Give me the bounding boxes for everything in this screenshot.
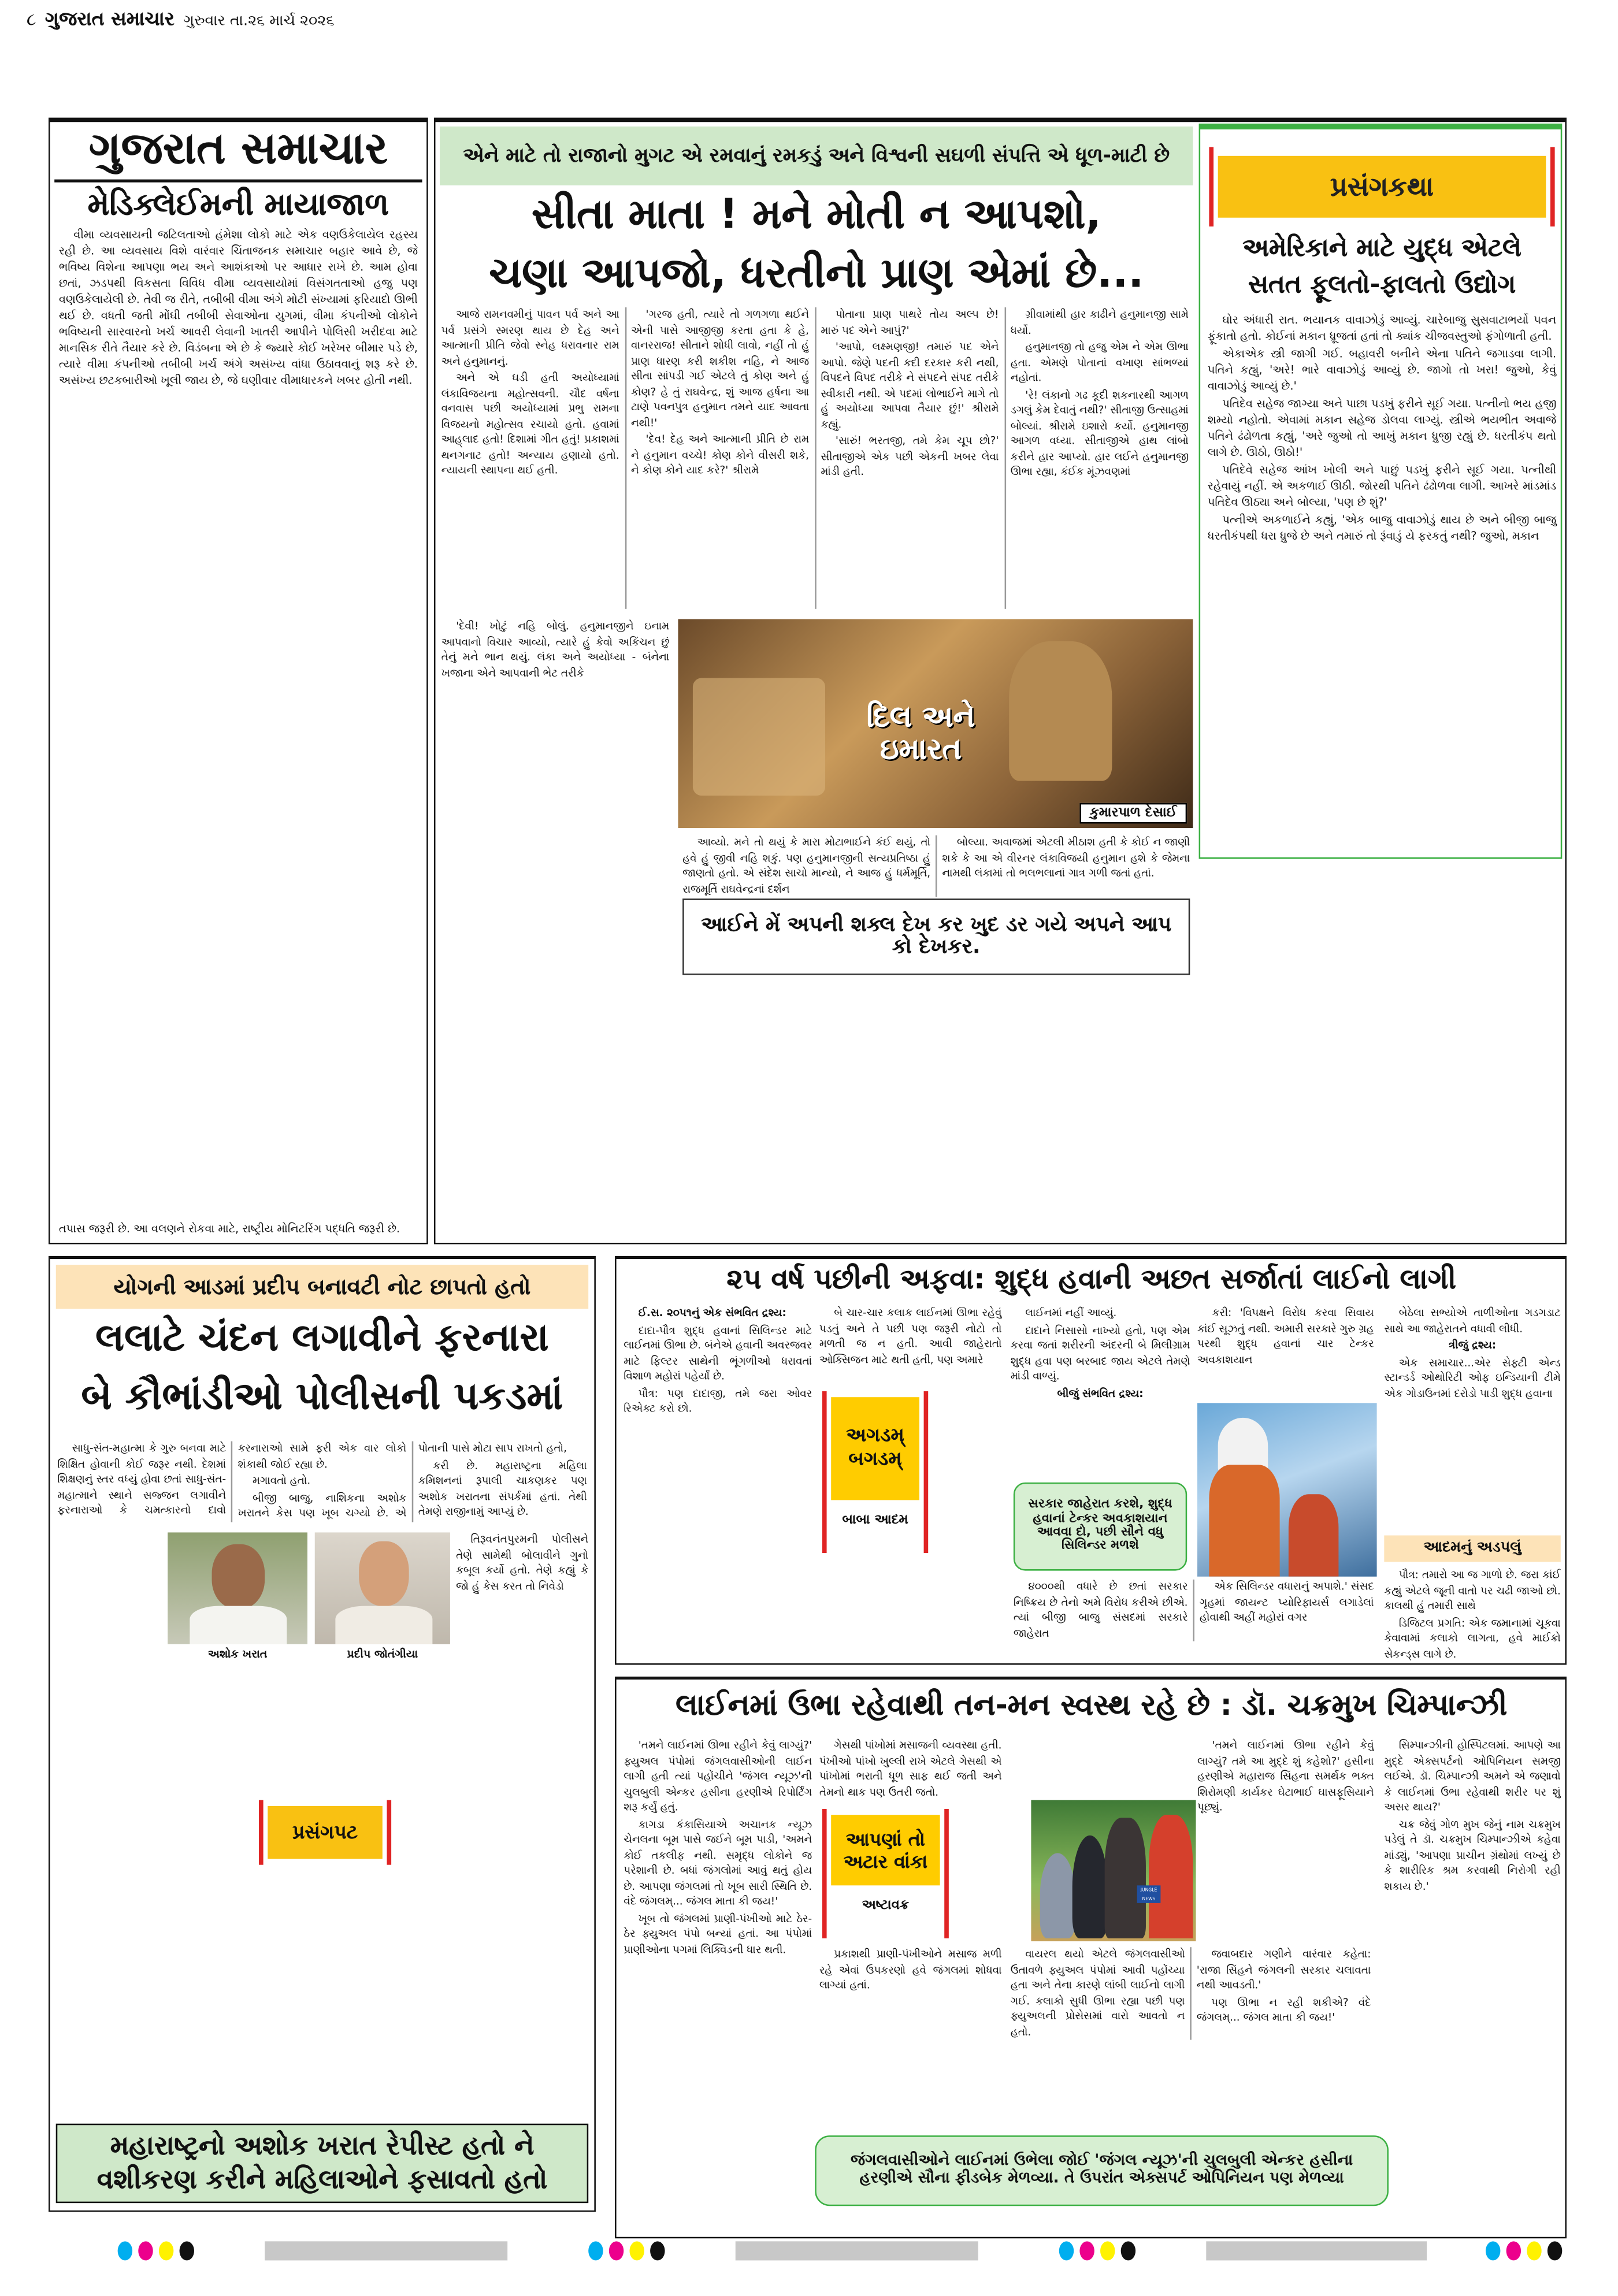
masthead: ગુજરાત સમાચાર (54, 122, 422, 182)
registration-dots (118, 2241, 194, 2260)
paragraph: ડિજિટલ પ્રગતિ: એક જમાનામાં ચૂકવા કેવાવામાં કલાકો લાગતા, હવે માઈક્રો સેકન્ડ્સ લાગે છે. (1384, 1615, 1561, 1660)
paragraph: બે ચાર-ચાર કલાક લાઈનમાં ઊભા રહેવું પડતું અને તે પછી પણ જરૂરી નોટો તો મળતી જ ન હતી. આવી જાહેરાતો ઓક્સિજન માટે થતી હતી, પણ અમારે (819, 1306, 1002, 1366)
prasangkatha-body (1208, 312, 1556, 546)
mic-label: JUNGLE NEWS (1137, 1885, 1161, 1903)
paragraph: પત્નીએ અકળાઈને કહ્યું, 'એક બાજુ વાવાઝોડું થાય છે અને બીજી બાજુ ધરતીકંપથી ધરા ધ્રુજે છે અને તમારું તો રૂંવાડું યે ફરકતું નથી? જુઓ, મકાન (1207, 513, 1557, 543)
paragraph: આજે રામનવમીનું પાવન પર્વ અને આ પર્વ પ્રસંગે સ્મરણ થાય છે દેહ અને આત્માની પ્રીતિ જેવો સ્નેહ ધરાવનાર રામ અને હનુમાનનું. (441, 307, 619, 367)
paragraph: ઘોર અંધારી રાત. ભયાનક વાવાઝોડું આવ્યું. ચારેબાજુ સુસવાટાભર્યો પવન ફૂંકાતો હતો. કોઈનાં મકાન ધ્રૂજતાં હતાં તો ક્યાંક ચીજવસ્તુઓ ફંગોળાતી હતી. (1207, 313, 1557, 343)
rumor-col-4 (1197, 1306, 1374, 1369)
paragraph: વીમા વ્યવસાયની જટિલતાઓ હંમેશા લોકો માટે એક વણઉકેલાયેલ રહસ્ય રહી છે. આ વ્યવસાય વિશે વારંવાર ચિંતાજનક સમાચાર બહાર આવે છે, જે ભવિષ્ય વિશેના આપણા ભય અને આશંકાઓ પર આધાર રાખે છે. આમ હોવા છતાં, ઝડપથી વિકસતા વિવિધ વીમા વ્યવસાયોમાં વિસંગતતાઓ હજુ પણ વણઉકેલાયેલી છે. તેવી જ રીતે, તબીબી વીમા અંગે મોટી સંખ્યામાં ફરિયાદો ઊભી થઈ છે. વધતી જતી મોંઘી તબીબી સેવાઓના યુગમાં, વીમા કંપનીઓ લોકોને ભવિષ્યની સારવારનો ખર્ચ આવરી લેવાની ખાતરી આપીને પોલિસી ખરીદવા માટે માનસિક રીતે તૈયાર કરે છે. વિડંબના એ છે કે જ્યારે કોઈ ખરેખર બીમાર પડે છે, ત્યારે વીમા કંપનીઓ તબીબી ખર્ચ અંગે અસંખ્ય વાંધા ઉઠાવવાનું શરૂ કરે છે. અસંખ્ય છટકબારીઓ ખૂલી જાય છે, જે ઘણીવાર વીમાધારકને ખબર હોતી નથી. (58, 228, 418, 387)
gray-bar (265, 2241, 507, 2260)
rumor-col-5 (1384, 1306, 1560, 1403)
buffalo (1105, 1818, 1146, 1938)
pradeep-body-side (456, 1532, 588, 1595)
line-col-4 (1197, 1738, 1374, 1817)
cyan-dot (1486, 2241, 1500, 2260)
line-col-1 (624, 1738, 812, 1959)
sita-body-mid (682, 835, 1190, 897)
paragraph: બેઠેલા સભ્યોએ તાળીઓના ગડગડાટ સાથે આ જાહેરાતને વધાવી લીધી. (1384, 1306, 1561, 1335)
paragraph: વાયરલ થયો એટલે જંગલવાસીઓ ઉતાવળે ફ્યુઅલ પંપોમાં આવી પહોંચ્યા હતા અને તેના કારણે લાંબી લાઈનો લાગી ગઈ. કલાકો સુધી ઊભા રહ્યા પછી પણ ફ્યુઅલની પ્રોસેસમાં વારો આવતો ન હતો. (1010, 1947, 1185, 2038)
page-number: ૮ (26, 9, 36, 29)
prasangkatha-headline-2: સતત ફૂલતો-ફાલતો ઉદ્યોગ (1248, 270, 1516, 300)
deer-anchor (1149, 1815, 1193, 1938)
sita-body-left (441, 619, 670, 1244)
paragraph: કાગડા કંકાસિયાએ અચાનક ન્યૂઝ ચેનલના બૂમ પાસે જઈને બૂમ પાડી, 'અમને કોઈ તકલીફ નથી. સમૃદ્ધ લોકોને જ પરેશાની છે. બધાં જંગલોમાં આવું થતું હોય છે. આપણા જંગલમાં તો ખૂબ સારી સ્થિતિ છે. વંદે જંગલમ્... જંગલ માતા કી જય!' (624, 1816, 812, 1908)
paragraph: એક સિલિન્ડર વધારાનું અપાશે.' સંસદ ગૃહમાં જાયન્ટ પ્યોરિફાયર્સ લગાડેલાં હોવાથી અહીં મહોરાં વગર (1199, 1579, 1374, 1624)
paragraph: બીજી બાજુ, નાશિકના અશોક ખરાતને કેસ પણ ખૂબ ચગ્યો છે. એ પોતાની પાસે મોટા સાપ રાખતો હતો, (237, 1441, 567, 1519)
paragraph: 'તમને લાઈનમાં ઊભા રહીને કેવું લાગ્યું? તમે આ મુદ્દે શું કહેશો?' હસીના હરણીએ મહારાજ સિંહના સમર્થક ભક્ત શિરોમણી કાર્યકર ઘેટાભાઈ ઘાસફૂસિયાને પૂછ્યું. (1197, 1738, 1374, 1814)
jungle-animals-illustration (1031, 1800, 1196, 1941)
paragraph: કરી: 'વિપક્ષને વિરોધ કરવા સિવાય કાંઈ સૂઝતું નથી. અમારી સરકારે ગુરુ ગ્રહ પરથી શુદ્ધ હવાનાં ચાર ટેન્કર અવકાશયાન (1197, 1306, 1374, 1366)
paragraph: ગ્રીવામાંથી હાર કાઢીને હનુમાનજી સામે ધર્યો. (1010, 307, 1189, 336)
paragraph: પૌત્ર: પણ દાદાજી, તમે જરા ઓવર રિએક્ટ કરો છો. (624, 1386, 812, 1415)
paragraph: અને એ ઘડી હતી અયોધ્યામાં લંકાવિજયના મહોત્સવની. ચૌદ વર્ષના વનવાસ પછી અયોધ્યામાં પ્રભુ રામના વિજયનો મહોત્સવ રચાયો હતો. હવામાં આહ્‌લાદ હતો! દિશામાં ગીત હતું! પ્રકાશમાં થનગનાટ હતો! અન્યાય હણાયો હતો. ન્યાયની સ્થાપના થઈ હતી. (441, 370, 619, 477)
paragraph: લાઈનમાં નહીં આવ્યું. (1025, 1306, 1117, 1320)
apna-to-atar-vanka-tag: આપણાં તો અટાર વાંકા (831, 1815, 940, 1885)
column-title: દિલ અને ઇમારત (866, 699, 975, 767)
rumor-headline: ૨૫ વર્ષ પછીની અફવા: શુદ્ધ હવાની અછત સર્જાતાં લાઈનો લાગી (726, 1263, 1457, 1296)
column-author: કુમારપાળ દેસાઈ (1079, 803, 1187, 824)
line-col-2b (819, 1947, 1002, 1995)
hanuman-illustration (678, 619, 1193, 828)
prasangkatha-article (1199, 124, 1563, 859)
black-dot (1548, 2241, 1562, 2260)
paragraph: દાદાને નિસાસો નાખ્યો હતો, પણ એમ કરવા જતાં શરીરની અંદરની બે મિલીગ્રામ શુદ્ધ હવા પણ બરબાદ જાય એટલે તેમણે માંડી વાળ્યું. (1010, 1322, 1190, 1383)
prasangkatha-headline-1: અમેરિકાને માટે યુદ્ધ એટલે (1242, 233, 1521, 263)
illustration-panel (693, 678, 825, 796)
registration-dots (588, 2241, 665, 2260)
paragraph: 'રે! લંકાનો ગઢ કૂદી શકનારથી આગળ ડગલું કેમ દેવાતું નથી?' સીતાજી ઉત્સાહમાં બોલ્યાં. શ્રીરામે ઇશારો કર્યો. હનુમાનજી આગળ વધ્યા. સીતાજીએ હાથ લાંબો કરીને હાર આપ્યો. હાર લઈને હનુમાનજી ઊભા રહ્યા, કંઈક મૂંઝવણમાં (1010, 387, 1189, 478)
line-body-mid (1011, 1947, 1371, 2039)
paragraph: 'સારું! ભરતજી, તમે કેમ ચૂપ છો?' સીતાજીએ એક પછી એકની ખબર લેવા માંડી હતી. (821, 433, 999, 478)
paragraph: તિરૂવનંતપુરમની પોલીસને તેણે સામેથી બોલાવીને ગુનો કબૂલ કર્યો હતો. તેણે કહ્યું કે જો હું કેસ કરત તો નિવેડો (456, 1532, 589, 1592)
sita-body-top (441, 307, 1189, 609)
cyan-dot (118, 2241, 132, 2260)
paragraph: જવાબદાર ગણીને વારંવાર કહેતા: 'રાજા સિંહને જંગલની સરકાર ચલાવતા નથી આવડતી.' (1196, 1947, 1371, 1992)
paragraph: બીજું સંભવિત દ્રશ્ય: (1057, 1386, 1144, 1400)
rumor-article (615, 1256, 1567, 1665)
paragraph: એક સમાચાર...એર સેફ્ટી એન્ડ સ્ટાન્ડર્ડ ઓથોરિટી ઓફ ઇન્ડિયાની ટીમે એક ગોડાઉનમાં દરોડો પાડી શુદ્ધ હવાના (1384, 1355, 1561, 1400)
oxygen-mask-illustration (1197, 1403, 1377, 1576)
old-man (1209, 1465, 1279, 1576)
paragraph: 'તમને લાઈનમાં ઊભા રહીને કેવું લાગ્યું?' ફ્યુઅલ પંપોમાં જંગલવાસીઓની લાઈન લાગી હતી ત્યાં પહોંચીને 'જંગલ ન્યૂઝ'ની ચુલબુલી એન્કર હસીના હરણીએ રિપોર્ટિંગ શરૂ કર્યું હતું. (624, 1738, 812, 1814)
paragraph: સાધુ-સંત-મહાત્મા કે ગુરુ બનવા માટે શિક્ષિત હોવાની કોઈ જરૂર નથી. દેશમાં શિક્ષણનું સ્તર વધ્યું હોવા છતાં સાધુ-સંત-મહાત્માને સ્થાને સજ્જન લગાવીને ફરનારાઓ કે ચમત્કારનો દાવો કરનારાઓ સામે ફરી એક વાર લોકો શંકાથી જોઈ રહ્યા છે. (57, 1441, 407, 1517)
shirt (335, 1606, 432, 1644)
sita-headline-1: સીતા માતા ! મને મોતી ન આપશો, (531, 190, 1101, 239)
paragraph: 'દેવી! ખોટું નહિ બોલું. હનુમાનજીને ઇનામ આપવાનો વિચાર આવ્યો, ત્યારે હું કેવો અકિંચન છું તેનું મને ભાન થયું. લંકા અને અયોધ્યા - બંનેના ખજાના એને આપવાની ભેટ તરીકે (441, 619, 670, 679)
crow (1073, 1836, 1108, 1938)
line-headline: લાઈનમાં ઉભા રહેવાથી તન-મન સ્વસ્થ રહે છે : ડૉ. ચક્રમુખ ચિમ્પાન્ઝી (676, 1686, 1508, 1722)
paragraph: 'આપો, લક્ષ્મણજી! તમારું પદ એને આપો. જેણે પદની કદી દરકાર કરી નથી, વિપદને વિપદ તરીકે ને સંપદને સંપદ તરીકે સ્વીકારી નથી. એ પદમાં લોભાઈને માગે તો હું અયોધ્યા આપવા તૈયાર છું!' શ્રીરામે કહ્યું. (821, 340, 999, 430)
pradeep-photo (315, 1532, 450, 1644)
photo-caption: અશોક ખરાત (207, 1647, 268, 1660)
face (212, 1544, 265, 1609)
registration-dots (1059, 2241, 1135, 2260)
magenta-dot (1079, 2241, 1094, 2260)
line-article (615, 1677, 1567, 2238)
pradeep-kicker: યોગની આડમાં પ્રદીપ બનાવટી નોટ છાપતો હતો (56, 1265, 588, 1309)
paragraph: બોલ્યા. અવાજમાં એટલી મીઠાશ હતી કે કોઈ ન જાણી શકે કે આ એ વીરનર લંકાવિજયી હનુમાન હશે કે જેમના નામથી લંકામાં તો ભલભલાનાં ગાત્ર ગળી જતાં હતાં. (942, 835, 1190, 880)
yellow-dot (629, 2241, 644, 2260)
issue-date: ગુરુવાર તા.૨૬ માર્ચ ૨૦૨૬ (183, 13, 335, 29)
paragraph: ૪૦૦૦થી વધારે છે છતાં સરકાર નિષ્ક્રિય છે તેનો અમે વિરોધ કરીએ છીએ. ત્યાં બીજી બાજુ સંસદમાં સરકારે જાહેરાત (1013, 1579, 1188, 1639)
line-col-2 (819, 1738, 1002, 1801)
sita-kicker: એને માટે તો રાજાનો મુગટ એ રમવાનું રમકડું અને વિશ્વની સઘળી સંપત્તિ એ ધૂળ-માટી છે (440, 127, 1193, 185)
hanuman-face (1009, 641, 1112, 781)
paragraph: પણ ઊભા ન રહી શકીએ? વંદે જંગલમ્... જંગલ માતા કી જય!' (1196, 1994, 1371, 2024)
pradeep-article (49, 1256, 596, 2212)
paragraph: ઈ.સ. ૨૦૫૧નું એક સંભવિત દ્રશ્ય: (638, 1306, 786, 1320)
paragraph: પૌત્ર: તમારો આ જ ગાળો છે. જરા કાંઈ કહ્યું એટલે જૂની વાતો પર ચઢી જાઓ છો. કાલથી હું તમારી સાથે (1384, 1567, 1561, 1612)
paragraph: સિમ્પાન્ઝીની હોસ્પિટલમાં. આપણે આ મુદ્દે એક્સપર્ટનો ઓપિનિયન સમજી લઈએ. ડૉ. ચિમ્પાન્ઝી અમને એ જણાવો કે લાઈનમાં ઉભા રહેવાથી શરીર પર શું અસર થાય?' (1384, 1738, 1561, 1814)
mediclaim-body (50, 226, 427, 388)
yellow-dot (1100, 2241, 1115, 2260)
paragraph: 'ગરજ હતી, ત્યારે તો ગળગળા થઈને એની પાસે આજીજી કરતા હતા કે હે, વાનરરાજ! સીતાને શોધી લાવો, નહીં તો હું પ્રાણ ધારણ કરી શકીશ નહિ, ને આજ સીતા સાંપડી ગઈ એટલે તું કોણ અને હું કોણ? હે તું રાઘવેન્દ્ર, શું આજ હર્ષના આ ટાણે પવનપુત્ર હનુમાન તમને યાદ આવતા નથી!' (631, 307, 810, 429)
boy (1289, 1494, 1339, 1577)
sita-headline-2: ચણા આપજો, ધરતીનો પ્રાણ એમાં છે... (489, 248, 1144, 298)
rumor-body-bottom (1014, 1580, 1374, 1641)
paragraph: પતિદેવે સહેજ આંખ ખોલી અને પાછું પડખું ફરીને સૂઈ ગયા. પત્નીથી રહેવાયું નહીં. એ અકળાઈ ઊઠી. જોરથી પતિને ઢંઢોળવા લાગી. આખરે માંડમાંડ પતિદેવ ઊઠ્યા અને બોલ્યા, 'પણ છે શું?' (1207, 463, 1557, 509)
pradeep-body-top (57, 1441, 587, 1522)
adam-tag: આદમનું અડપલું (1384, 1536, 1560, 1562)
paragraph: મગાવતો હતો. (252, 1473, 311, 1487)
paragraph: ત્રીજું દ્રશ્ય: (1448, 1338, 1497, 1352)
black-dot (650, 2241, 665, 2260)
column-author: અષ્ટાવક્ર (862, 1899, 910, 1914)
magenta-dot (609, 2241, 624, 2260)
line-col-5 (1384, 1738, 1560, 1896)
mediclaim-title: મેડિક્લેઈમની માયાજાળ (87, 187, 389, 222)
paragraph: આવ્યો. મને તો થયું કે મારા મોટાભાઈને કંઈ થયું, તો હવે હું જીવી નહિ શકું. પણ હનુમાનજીની સત્યપ્રતિષ્ઠા હું જાણતો હતો. એ સંદેશ સાચો માન્યો, ને આજ હું ધર્મમૂર્તિ, રાજમૂર્તિ રાઘવેન્દ્રનાં દર્શન (682, 835, 931, 895)
line-callout: જંગલવાસીઓને લાઈનમાં ઉભેલા જોઈ 'જંગલ ન્યૂઝ'ની ચુલબુલી એન્કર હસીના હરણીએ સૌના ફીડબેક મેળવ્યા. તે ઉપરાંત એક્સપર્ટ ઓપિનિયન પણ મેળવ્યા (815, 2135, 1389, 2206)
paragraph: ખૂબ તો જંગલમાં પ્રાણી-પંખીઓ માટે ઠેર-ઠેર ફ્યુઅલ પંપો બન્યાં હતાં. આ પંપોમાં પ્રાણીઓના પગમાં લિક્વિડની ધાર થતી. (624, 1911, 812, 1956)
paragraph: પ્રકાશથી પ્રાણી-પંખીઓને મસાજ મળી રહે એવાં ઉપકરણો હવે જંગલમાં શોધવા લાગ્યાં હતાં. (819, 1947, 1002, 1992)
gray-bar (1206, 2241, 1427, 2260)
pradeep-headline-2: બે કૌભાંડીઓ પોલીસની પકડમાં (81, 1375, 563, 1420)
yellow-dot (1527, 2241, 1541, 2260)
rumor-col-1 (624, 1306, 812, 1418)
paragraph: કરી છે. મહારાષ્ટ્રના મહિલા કમિશનનાં રૂપાલી ચાકણકર પણ અશોક ખરાતના સંપર્કમાં હતાં. તેથી તેમણે રાજીનામું આપ્યું છે. (418, 1458, 587, 1518)
paragraph: ચક્ર જેવું ગોળ મુખ જેનું નામ ચક્રમુખ પડેલું તે ડૉ. ચક્રમુખ ચિમ્પાન્ઝીએ કહેવા માંડ્યું, 'આપણા પ્રાચીન ગ્રંથોમાં લખ્યું છે કે શારીરિક શ્રમ કરવાથી નિરોગી રહી શકાય છે.' (1384, 1816, 1561, 1892)
paragraph: ગેસથી પાંખોમાં મસાજની વ્યવસ્થા હતી. પંખીઓ પાંખો ખુલ્લી રાખે એટલે ગેસથી એ પાંખોમાં ભરાતી ધૂળ સાફ થઈ જતી અને તેમનો થાક પણ ઉતરી જતો. (819, 1738, 1002, 1798)
rumor-col-5b (1384, 1568, 1560, 1663)
paragraph: 'દેવ! દેહ અને આત્માની પ્રીતિ છે રામ ને હનુમાન વચ્ચે! કોણ કોને વીસરી શકે, ને કોણ કોને યાદ કરે?' શ્રીરામે (631, 432, 810, 477)
paragraph: હનુમાનજી તો હજુ એમ ને એમ ઊભા હતા. એમણે પોતાનાં વખાણ સાંભળ્યાં નહોતાં. (1010, 340, 1189, 384)
bottom-headline-1: મહારાષ્ટ્રનો અશોક ખરાત રેપીસ્ટ હતો ને (110, 2131, 535, 2162)
shirt (190, 1606, 287, 1644)
rumor-callout: સરકાર જાહેરાત કરશે, શુદ્ધ હવાનાં ટેન્કર અવકાશયાન આવવા દો, પછી સૌને વધુ સિલિન્ડર મળશે (1014, 1483, 1187, 1571)
rumor-col-2 (819, 1306, 1002, 1369)
photo-caption: પ્રદીપ જોતંગીયા (347, 1647, 418, 1660)
registration-dots (1486, 2241, 1562, 2260)
mediclaim-article (49, 118, 428, 1244)
bottom-headline-box (56, 2124, 588, 2203)
face (359, 1541, 409, 1606)
black-dot (180, 2241, 194, 2260)
cyan-dot (1059, 2241, 1074, 2260)
magenta-dot (138, 2241, 153, 2260)
pigeon (1040, 1853, 1075, 1938)
paragraph: દાદા-પૌત્ર શુદ્ધ હવાનાં સિલિન્ડર માટે લાઈનમાં ઊભા છે. બંનેએ હવાની અવરજવર માટે ફિલ્ટર સાથેની ભૂંગળીઓ ધરાવતાં વિશાળ મહોરાં પહેર્યાં છે. (624, 1322, 812, 1383)
magenta-dot (1506, 2241, 1521, 2260)
black-dot (1121, 2241, 1135, 2260)
paragraph: પોતાના પ્રાણ પાથરે તોય અલ્પ છે! મારું પદ એને આપું?' (821, 307, 999, 336)
pradeep-headline-1: લલાટે ચંદન લગાવીને ફરનારા (95, 1316, 549, 1361)
gray-bar (736, 2241, 978, 2260)
quote-box: આઈને મેં અપની શક્લ દેખ કર ખુદ ડર ગયે અપને આપ કો દેખકર. (682, 898, 1190, 975)
page-header (27, 9, 335, 31)
paragraph: એકાએક સ્ત્રી જાગી ગઈ. બહાવરી બનીને એના પતિને જગાડવા લાગી. પતિને કહ્યું, 'અરે! ભારે વાવાઝોડું આવ્યું છે. જાગો તો ખરા! જુઓ, કેવું વાવાઝોડું આવ્યું છે.' (1207, 347, 1557, 393)
prasangkatha-tag: પ્રસંગકથા (1218, 156, 1546, 218)
ashok-kharat-photo (168, 1532, 307, 1644)
yellow-dot (159, 2241, 173, 2260)
paper-name: ગુજરાત સમાચાર (44, 9, 175, 31)
paragraph: પતિદેવ સહેજ જાગ્યા અને પાછા પડખું ફરીને સૂઈ ગયા. પત્નીનો ભય હજી શમ્યો નહોતો. એવામાં મકાન સહેજ ડોલવા લાગ્યું. સ્ત્રીએ ભયભીત અવાજે પતિને ઢંઢોળતા કહ્યું, 'અરે જુઓ તો આખું મકાન ધ્રુજી રહ્યું છે. ધરતીકંપ થતો લાગે છે. ઊઠો, ઊઠો!' (1207, 397, 1557, 459)
mediclaim-last-line: તપાસ જરૂરી છે. આ વલણને રોકવા માટે, રાષ્ટ્રીય મોનિટરિંગ પદ્ધતિ જરૂરી છે. (58, 1222, 400, 1236)
prasangpat-tag: પ્રસંગપટ (268, 1806, 383, 1859)
column-author: બાબા આદમ (842, 1513, 908, 1528)
rumor-col-3 (1011, 1306, 1190, 1403)
bottom-headline-2: વશીકરણ કરીને મહિલાઓને ફસાવતો હતો (97, 2164, 548, 2195)
agadam-bagadam-tag: અગડમ્ બગડમ્ (831, 1397, 919, 1500)
cyan-dot (588, 2241, 603, 2260)
